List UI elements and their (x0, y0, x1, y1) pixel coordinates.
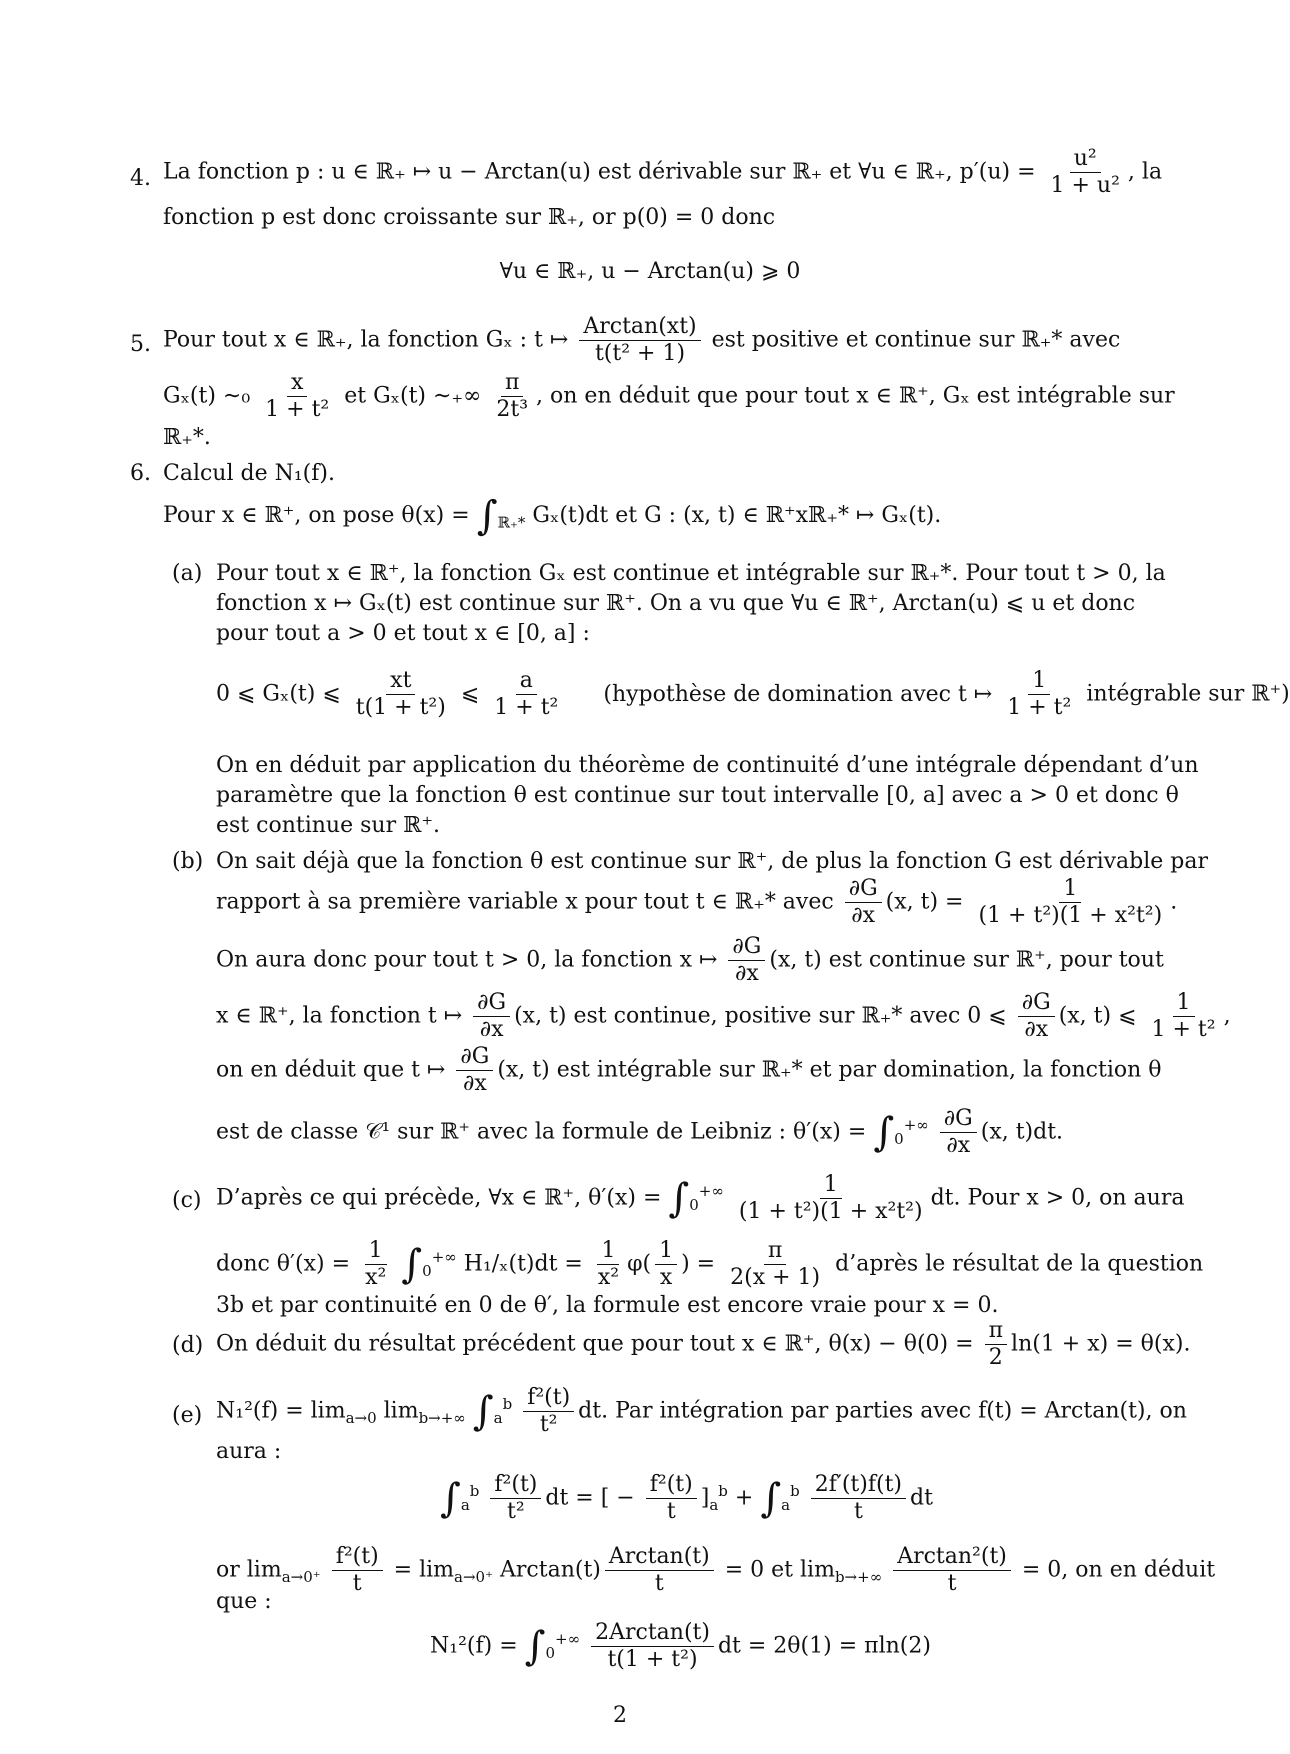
q6e-eq-d: + (734, 1485, 754, 1511)
q6a-f1-num: xt (386, 668, 415, 695)
q6b-fd: (1 + t²)(1 + x²t²) (978, 903, 1163, 928)
integral-sign: ∫ (401, 1241, 423, 1288)
q6d-l1a: On déduit du résultat précédent que pour tout x ∈ ℝ⁺, θ(x) − θ(0) = (216, 1331, 974, 1357)
integral-upper: +∞ (903, 1116, 929, 1135)
q6b-line1: On sait déjà que la fonction θ est continue sur ℝ⁺, de plus la fonction G est dérivable par (216, 849, 1209, 874)
q6c-f3n: 1 (597, 1238, 619, 1265)
q5-frac2-num: x (287, 370, 307, 397)
q6b-l4d: , (1223, 1003, 1231, 1029)
q6c-frac1 (735, 1172, 927, 1225)
q6e-l3-frac2 (605, 1544, 714, 1597)
dG: ∂G (728, 934, 765, 961)
q6c-f4n: 1 (655, 1238, 677, 1265)
dG: ∂G (845, 876, 882, 903)
subitem-label-b: (b) (172, 849, 204, 874)
q6e-eq-a: dt = (545, 1485, 594, 1511)
q6c-l2b: H₁/ₓ(t)dt = (463, 1251, 583, 1277)
q6e-eq-f2n: f²(t) (646, 1472, 697, 1499)
q6e-l3-f1d: t (352, 1571, 362, 1596)
q6e-l3-f3n: Arctan²(t) (893, 1544, 1011, 1571)
q5-frac2 (261, 370, 333, 423)
dG: ∂G (940, 1106, 977, 1133)
q5-frac3-num: π (501, 370, 523, 397)
q6e-fd: t² (539, 1412, 558, 1437)
integral-sign: ∫ (668, 1175, 690, 1222)
integral-sign: ∫ (476, 493, 498, 539)
q6d-frac (985, 1318, 1007, 1371)
q4-line1-text: La fonction p : u ∈ ℝ₊ ↦ u − Arctan(u) est dérivable sur ℝ₊ et ∀u ∈ ℝ₊, p′(u) = (163, 159, 1036, 185)
q5-frac1 (579, 314, 700, 367)
q6e-l3-frac1 (332, 1544, 383, 1597)
q5-frac2-den: 1 + t² (265, 397, 330, 422)
q4-frac-den: 1 + u² (1050, 173, 1120, 198)
lim-a2: lim (419, 1557, 455, 1583)
q6a-f3-num: 1 (1028, 668, 1050, 695)
q6-intro (163, 493, 942, 539)
q6e-ipp-eq (440, 1472, 933, 1525)
q6a-line1: Pour tout x ∈ ℝ⁺, la fonction Gₓ est continue et intégrable sur ℝ₊*. Pour tout t > 0, la (216, 561, 1166, 586)
q6a-frac1 (352, 668, 450, 721)
lim-2: lim (383, 1398, 419, 1424)
q6e-l3-f1n: f²(t) (332, 1544, 383, 1571)
q5-line1 (163, 314, 1120, 367)
bracket-lower: a (709, 1495, 719, 1514)
q6e-eq-c: ] (700, 1485, 710, 1511)
q6e-l1b: dt. Par intégration par parties avec f(t) = Arctan(t), on (578, 1398, 1187, 1424)
q6e-line4: que : (216, 1589, 272, 1614)
q6c-f4d: x (659, 1265, 673, 1290)
integral-upper: +∞ (431, 1248, 457, 1267)
q6e-fin-fn: 2Arctan(t) (591, 1620, 714, 1647)
q6e-eq-frac3 (811, 1472, 906, 1525)
subitem-label-e: (e) (172, 1403, 203, 1428)
q6a-f3-den: 1 + t² (1007, 695, 1072, 720)
q6c-l1b: dt. Pour x > 0, on aura (930, 1185, 1185, 1211)
partial-derivative (940, 1106, 977, 1159)
q5-frac1-den: t(t² + 1) (594, 341, 686, 366)
q6c-f2n: 1 (365, 1238, 387, 1265)
integral-lower: 0 (894, 1129, 904, 1148)
q6c-f3d: x² (597, 1265, 620, 1290)
q6b-l4c: (x, t) ⩽ (1058, 1003, 1137, 1029)
q6e-fin-fd: t(1 + t²) (607, 1647, 698, 1672)
q4-display-eq: ∀u ∈ ℝ₊, u − Arctan(u) ⩾ 0 (499, 259, 801, 284)
q6b-line6 (216, 1106, 1063, 1159)
q6a-frac2 (490, 668, 562, 721)
q6a-eq-d: intégrable sur ℝ⁺) (1086, 681, 1290, 707)
q5-frac3-den: 2t³ (496, 397, 529, 422)
integral-sign: ∫ (440, 1475, 461, 1522)
dx: ∂x (946, 1133, 971, 1158)
q6-intro-a: Pour x ∈ ℝ⁺, on pose θ(x) = (163, 503, 470, 528)
q6d-fd: 2 (988, 1345, 1003, 1370)
q4-line2: fonction p est donc croissante sur ℝ₊, or p(0) = 0 donc (163, 205, 776, 230)
lim-a-sub: a→0⁺ (281, 1567, 321, 1586)
item-number-6: 6. (130, 461, 151, 486)
q6a-f2-num: a (516, 668, 537, 695)
dx: ∂x (479, 1017, 504, 1042)
q6b-l3b: (x, t) est continue sur ℝ⁺, pour tout (769, 947, 1164, 973)
q5-line2a: Gₓ(t) ∼₀ (163, 383, 251, 409)
q6e-eq-f1n: f²(t) (490, 1472, 541, 1499)
lim-sub-2: b→+∞ (418, 1408, 466, 1427)
q5-line2c: , on en déduit que pour tout x ∈ ℝ⁺, Gₓ est intégrable sur (536, 383, 1175, 409)
q6e-final-eq (430, 1620, 931, 1673)
q6e-line1 (216, 1385, 1187, 1438)
q6b-l5a: on en déduit que t ↦ (216, 1057, 446, 1083)
q6a-eq-a: 0 ⩽ Gₓ(t) ⩽ (216, 681, 341, 707)
q6b-frac2 (1148, 990, 1220, 1043)
q6d-fn: π (985, 1318, 1007, 1345)
q6e-l3a: or (216, 1557, 240, 1583)
integral-upper: b (502, 1395, 513, 1414)
integral-lower: 0 (689, 1195, 699, 1214)
integral-sign: ∫ (873, 1109, 895, 1156)
q5-line2 (163, 370, 1175, 423)
q6-intro-b: Gₓ(t)dt et G : (x, t) ∈ ℝ⁺xℝ₊* ↦ Gₓ(t). (532, 503, 942, 528)
q6b-line3 (216, 934, 1164, 987)
lim-b: lim (800, 1557, 835, 1583)
q6b-f2n: 1 (1173, 990, 1195, 1017)
q6d-line1 (216, 1318, 1190, 1371)
q6e-eq-e: dt (910, 1485, 933, 1511)
integral-sign: ∫ (472, 1388, 494, 1435)
q5-frac3 (492, 370, 532, 423)
q6b-line2 (216, 876, 1177, 929)
q6a-line4: On en déduit par application du théorème de continuité d’une intégrale dépendant d’un (216, 753, 1199, 778)
integral-lower: 0 (545, 1643, 556, 1662)
lim-a: lim (246, 1557, 282, 1583)
q6b-l5b: (x, t) est intégrable sur ℝ₊* et par domination, la fonction θ (497, 1057, 1162, 1083)
item-number-4: 4. (130, 166, 151, 191)
q6e-eq-b: [ − (600, 1485, 635, 1511)
integral-domain: ℝ₊* (497, 513, 526, 532)
q6a-f2-den: 1 + t² (494, 695, 559, 720)
q6b-l2c: . (1170, 889, 1178, 915)
dG: ∂G (473, 990, 510, 1017)
q6c-l1a: D’après ce qui précède, ∀x ∈ ℝ⁺, θ′(x) = (216, 1185, 662, 1211)
q6b-fn: 1 (1059, 876, 1081, 903)
bracket-upper: b (718, 1482, 728, 1501)
dG: ∂G (1018, 990, 1055, 1017)
lim-b-sub: b→+∞ (834, 1567, 883, 1586)
q6e-l1a: N₁²(f) = lim (216, 1398, 346, 1424)
q6c-l2c: φ( (627, 1251, 652, 1277)
dx: ∂x (851, 903, 876, 928)
partial-derivative (728, 934, 765, 987)
q6e-line2: aura : (216, 1439, 282, 1464)
q6c-f5d: 2(x + 1) (730, 1265, 821, 1290)
q6c-f1n: 1 (820, 1172, 842, 1199)
q6b-line5 (216, 1044, 1162, 1097)
q6a-f1-den: t(1 + t²) (355, 695, 446, 720)
q6a-domination-eq (216, 668, 1290, 721)
q6e-eq-frac2 (646, 1472, 697, 1525)
dG: ∂G (456, 1044, 493, 1071)
q6c-f1d: (1 + t²)(1 + x²t²) (738, 1199, 923, 1224)
q6e-fn: f²(t) (523, 1385, 574, 1412)
dx: ∂x (1024, 1017, 1049, 1042)
q4-line1-end: , la (1127, 159, 1163, 185)
partial-derivative (473, 990, 510, 1043)
q6e-line3 (216, 1544, 1215, 1597)
q6c-f2d: x² (365, 1265, 387, 1290)
lim-sub-1: a→0 (345, 1408, 377, 1427)
q6a-line5: paramètre que la fonction θ est continue sur tout intervalle [0, a] avec a > 0 et donc θ (216, 783, 1179, 808)
q6c-line2 (216, 1238, 1203, 1291)
q6e-l3d: = 0, on en déduit (1021, 1557, 1216, 1583)
q6e-eq-frac1 (490, 1472, 541, 1525)
q6c-frac4 (655, 1238, 677, 1291)
integral-upper: +∞ (698, 1182, 724, 1201)
q6e-l3b: Arctan(t) (500, 1557, 601, 1583)
q6e-eq-f3n: 2f′(t)f(t) (811, 1472, 906, 1499)
integral-lower: a (781, 1495, 791, 1514)
integral-upper: b (469, 1482, 480, 1501)
q6b-l6b: (x, t)dt. (980, 1119, 1064, 1145)
q6e-fin-b: dt = 2θ(1) = πln(2) (717, 1633, 931, 1659)
q6-title: Calcul de N₁(f). (163, 461, 335, 486)
integral-sign: ∫ (760, 1475, 782, 1522)
q6a-frac3 (1003, 668, 1075, 721)
q4-fraction (1047, 146, 1124, 199)
q6c-frac5 (726, 1238, 824, 1291)
q6b-f2d: 1 + t² (1151, 1017, 1216, 1042)
q6e-l3-f2n: Arctan(t) (605, 1544, 714, 1571)
subitem-label-d: (d) (172, 1333, 204, 1358)
partial-derivative (845, 876, 882, 929)
q6e-fin-a: N₁²(f) = (430, 1633, 518, 1659)
integral-lower: 0 (422, 1261, 432, 1280)
q6d-l1b: ln(1 + x) = θ(x). (1011, 1331, 1191, 1357)
q6e-eq-f2d: t (666, 1499, 676, 1524)
lim-a2-sub: a→0⁺ (454, 1567, 494, 1586)
q6c-line1 (216, 1172, 1184, 1225)
item-number-5: 5. (130, 332, 151, 357)
q4-frac-num: u² (1070, 146, 1101, 173)
subitem-label-c: (c) (172, 1188, 202, 1213)
q5-line1b: est positive et continue sur ℝ₊* avec (711, 327, 1121, 353)
q6c-l2a: donc θ′(x) = (216, 1251, 351, 1277)
q6e-eq-f1d: t² (507, 1499, 525, 1524)
q5-line2b: et Gₓ(t) ∼₊∞ (344, 383, 482, 409)
q6e-fin-frac (591, 1620, 714, 1673)
page-number: 2 (613, 1703, 627, 1728)
q4-line1 (163, 146, 1162, 199)
q6e-eq-f3d: t (853, 1499, 863, 1524)
q6b-frac (974, 876, 1166, 929)
q6a-line6: est continue sur ℝ⁺. (216, 813, 440, 838)
integral-upper: b (790, 1482, 800, 1501)
q6c-f5n: π (764, 1238, 786, 1265)
q6e-l3c: = 0 et (724, 1557, 794, 1583)
q6a-eq-c: (hypothèse de domination avec t ↦ (603, 681, 993, 707)
integral-sign: ∫ (524, 1623, 546, 1670)
q6b-l2a: rapport à sa première variable x pour tout t ∈ ℝ₊* avec (216, 889, 834, 915)
q6b-line4 (216, 990, 1231, 1043)
q6e-l3-frac3 (893, 1544, 1011, 1597)
q6c-frac3 (594, 1238, 623, 1291)
q6c-frac2 (361, 1238, 390, 1291)
q6e-l3-f3d: t (947, 1571, 957, 1596)
q6a-line3: pour tout a > 0 et tout x ∈ [0, a] : (216, 621, 590, 646)
q6c-l2d: ) = (681, 1251, 716, 1277)
subitem-label-a: (a) (172, 561, 203, 586)
q6b-l2b: (x, t) = (885, 889, 964, 915)
q6b-l4b: (x, t) est continue, positive sur ℝ₊* avec 0 ⩽ (514, 1003, 1007, 1029)
q6b-l4a: x ∈ ℝ⁺, la fonction t ↦ (216, 1003, 463, 1029)
partial-derivative (456, 1044, 493, 1097)
integral-lower: a (460, 1495, 470, 1514)
q6e-frac (523, 1385, 574, 1438)
q6c-l2e: d’après le résultat de la question (835, 1251, 1204, 1277)
dx: ∂x (734, 961, 759, 986)
q6c-line3: 3b et par continuité en 0 de θ′, la formule est encore vraie pour x = 0. (216, 1293, 999, 1318)
q6b-l6a: est de classe 𝒞¹ sur ℝ⁺ avec la formule de Leibniz : θ′(x) = (216, 1119, 867, 1145)
q6e-l3-f2d: t (654, 1571, 664, 1596)
q5-line1a: Pour tout x ∈ ℝ₊, la fonction Gₓ : t ↦ (163, 327, 569, 353)
partial-derivative (1018, 990, 1055, 1043)
integral-upper: +∞ (555, 1630, 581, 1649)
dx: ∂x (462, 1071, 487, 1096)
q6b-l3a: On aura donc pour tout t > 0, la fonction x ↦ (216, 947, 718, 973)
q6e-l3-eq: = (393, 1557, 413, 1583)
q6a-eq-b: ⩽ (460, 681, 480, 707)
q6a-line2: fonction x ↦ Gₓ(t) est continue sur ℝ⁺. On a vu que ∀u ∈ ℝ⁺, Arctan(u) ⩽ u et donc (216, 591, 1136, 616)
integral-lower: a (493, 1408, 503, 1427)
q5-frac1-num: Arctan(xt) (579, 314, 700, 341)
q5-line3: ℝ₊*. (163, 425, 211, 450)
